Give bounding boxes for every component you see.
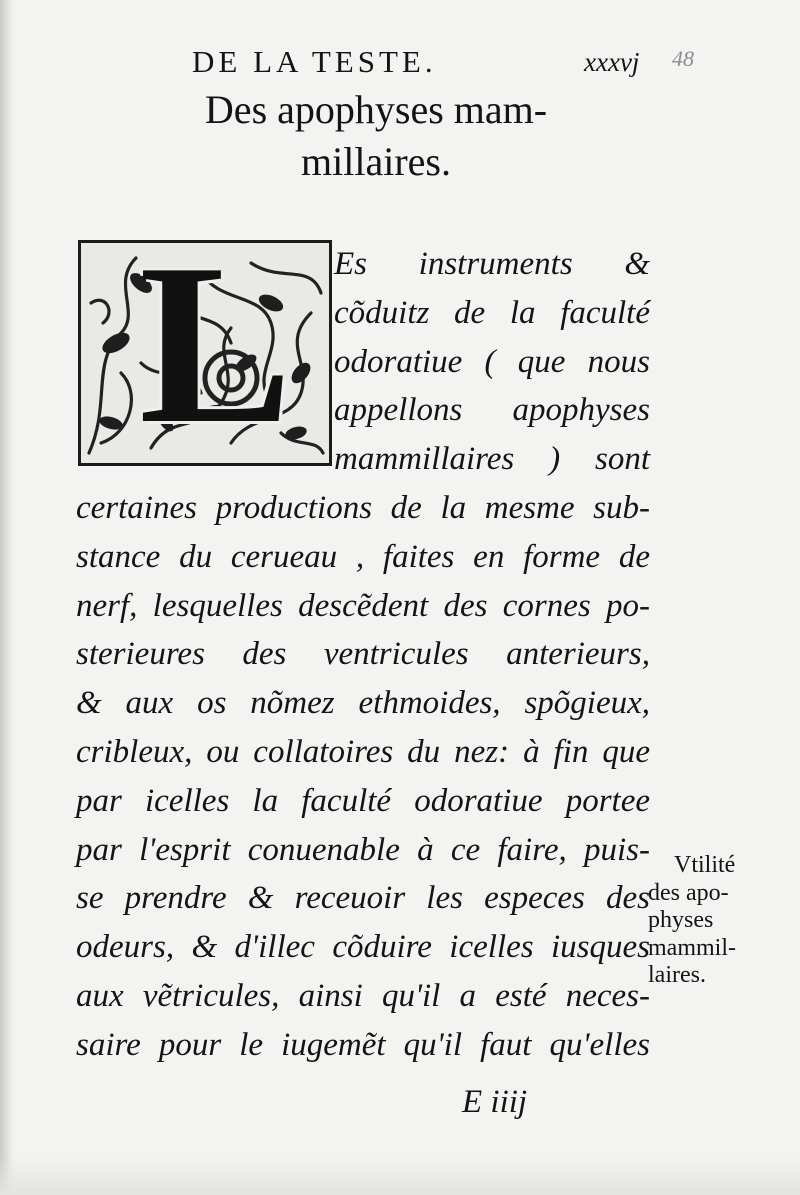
section-heading — [176, 84, 576, 188]
text-line: se prendre & receuoir les especes des — [76, 880, 650, 917]
text-line: odoratiue ( que nous — [334, 343, 650, 380]
text-line: stance du cerueau , faites en forme de — [76, 538, 650, 575]
margin-note-line: des apo- — [648, 879, 729, 906]
text-line: appellons apophyses — [334, 392, 650, 429]
margin-note — [648, 852, 768, 990]
signature-mark: E iiij — [462, 1084, 528, 1120]
text-line: par icelles la faculté odoratiue portee — [76, 782, 650, 819]
text-line: sterieures des ventricules anterieurs, — [76, 636, 650, 673]
margin-note-line: laires. — [648, 962, 706, 988]
page-bottom-shading — [0, 1155, 800, 1195]
text-line: certaines productions de la mesme sub- — [76, 489, 650, 526]
heading-line: Des apophyses mam- — [204, 87, 548, 132]
initial-letter: L — [139, 216, 293, 471]
body-paragraph — [76, 240, 650, 1070]
text-line: nerf, lesquelles descẽdent des cornes po- — [76, 587, 650, 624]
handwritten-folio: 48 — [672, 46, 694, 71]
text-line: cõduitz de la faculté — [334, 294, 650, 331]
text-line: aux vẽtricules, ainsi qu'il a esté neces- — [76, 977, 650, 1014]
text-line: Es instruments & — [334, 246, 650, 282]
text-line: par l'esprit conuenable à ce faire, puis- — [76, 831, 650, 868]
margin-note-line: mammil- — [648, 934, 736, 961]
text-line: & aux os nõmez ethmoides, spõgieux, — [76, 685, 650, 722]
page-edge-shadow — [0, 0, 16, 1195]
margin-note-line: physes — [648, 907, 714, 933]
text-line: saire pour le iugemẽt qu'il faut qu'elles — [76, 1026, 650, 1063]
text-line: odeurs, & d'illec cõduire icelles iusques — [76, 929, 650, 966]
margin-note-line: Vtilité — [674, 852, 736, 878]
running-head: DE LA TESTE. — [192, 44, 437, 79]
text-line: mammillaires ) sont — [334, 441, 650, 478]
heading-line: millaires. — [301, 139, 451, 184]
folio-number: xxxvj — [584, 47, 640, 77]
text-line: cribleux, ou collatoires du nez: à fin que — [76, 733, 650, 770]
